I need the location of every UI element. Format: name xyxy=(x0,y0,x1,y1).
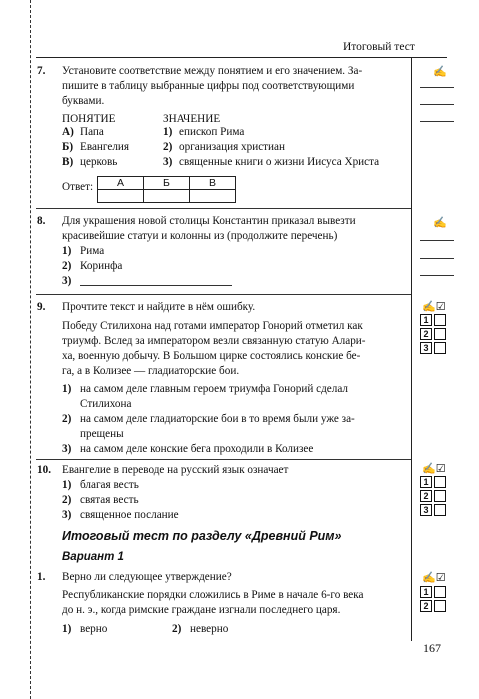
option-text: святая весть xyxy=(80,494,139,506)
pencil-icon: ✍ xyxy=(433,217,447,229)
option-text: Папа xyxy=(80,126,104,138)
answer-checkbox-row[interactable] xyxy=(420,328,446,340)
answer-table-header: В xyxy=(190,177,236,190)
pencil-check-icon: ✍☑ xyxy=(422,301,446,313)
answer-table-header: А xyxy=(98,177,144,190)
option-key: 2) xyxy=(172,623,182,635)
checkbox-number: 2 xyxy=(420,600,432,612)
option-text: на самом деле конские бега проходили в Колизее xyxy=(80,443,314,455)
option-key: 1) xyxy=(62,245,72,257)
option-key: 3) xyxy=(62,509,72,521)
answer-checkbox[interactable] xyxy=(434,600,446,612)
option-text: на самом деле гладиаторские бои в то время были уже за- xyxy=(80,413,355,425)
option-key: А) xyxy=(62,126,74,138)
checkbox-number: 3 xyxy=(420,342,432,354)
passage-line: га, а в Колизее — гладиаторские бои. xyxy=(62,365,240,377)
checkbox-number: 1 xyxy=(420,314,432,326)
question-text: Евангелие в переводе на русский язык означает xyxy=(62,464,289,476)
answer-checkbox-row[interactable] xyxy=(420,504,446,516)
section-title: Итоговый тест по разделу «Древний Рим» xyxy=(62,529,342,543)
answer-checkbox-row[interactable] xyxy=(420,476,446,488)
passage-line: Победу Стилихона над готами император Гонорий отметил как xyxy=(62,320,363,332)
answer-checkbox-row[interactable] xyxy=(420,490,446,502)
checkbox-number: 3 xyxy=(420,504,432,516)
option-text: епископ Рима xyxy=(179,126,245,138)
fill-in-line[interactable] xyxy=(80,285,232,286)
question-text: Прочтите текст и найдите в нём ошибку. xyxy=(62,301,256,313)
option-key: 2) xyxy=(163,141,173,153)
answer-table xyxy=(97,176,236,203)
answer-label: Ответ: xyxy=(62,181,94,193)
option-text: организация христиан xyxy=(179,141,285,153)
answer-checkbox-row[interactable] xyxy=(420,342,446,354)
question-number: 9. xyxy=(37,301,46,313)
question-text: красивейшие статуи и колонны из (продолжите перечень) xyxy=(62,230,338,242)
column-header: ПОНЯТИЕ xyxy=(62,113,116,125)
answer-cell[interactable] xyxy=(190,190,236,203)
cut-line xyxy=(30,0,31,699)
statement-line: Республиканские порядки сложились в Риме в начале 6-го века xyxy=(62,589,364,601)
separator xyxy=(36,294,411,295)
answer-line[interactable] xyxy=(420,258,454,259)
question-number: 7. xyxy=(37,65,46,77)
answer-checkbox[interactable] xyxy=(434,586,446,598)
answer-checkbox-row[interactable] xyxy=(420,314,446,326)
answer-cell[interactable] xyxy=(144,190,190,203)
checkbox-number: 2 xyxy=(420,490,432,502)
answer-line[interactable] xyxy=(420,104,454,105)
separator xyxy=(36,208,411,209)
option-text: Рима xyxy=(80,245,105,257)
option-text: прещены xyxy=(80,428,124,440)
option-key: 1) xyxy=(163,126,173,138)
statement-line: до н. э., когда римские граждане изгнали последнего царя. xyxy=(62,604,341,616)
option-text: Коринфа xyxy=(80,260,123,272)
option-key: 2) xyxy=(62,260,72,272)
variant-title: Вариант 1 xyxy=(62,551,124,563)
answer-line[interactable] xyxy=(420,121,454,122)
option-text: священные книги о жизни Иисуса Христа xyxy=(179,156,380,168)
option-key: 2) xyxy=(62,413,72,425)
option-key: 1) xyxy=(62,383,72,395)
header-rule xyxy=(36,57,447,58)
option-text: неверно xyxy=(190,623,229,635)
column-header: ЗНАЧЕНИЕ xyxy=(163,113,221,125)
option-key: 3) xyxy=(62,275,72,287)
answer-cell[interactable] xyxy=(98,190,144,203)
question-number: 1. xyxy=(37,571,46,583)
answer-checkbox[interactable] xyxy=(434,342,446,354)
margin-divider xyxy=(411,57,412,641)
checkbox-number: 2 xyxy=(420,328,432,340)
option-text: на самом деле главным героем триумфа Гонорий сделал xyxy=(80,383,348,395)
checkbox-number: 1 xyxy=(420,586,432,598)
question-text: пишите в таблицу выбранные цифры под соответствующими xyxy=(62,80,355,92)
option-key: В) xyxy=(62,156,74,168)
option-text: верно xyxy=(80,623,108,635)
option-text: священное послание xyxy=(80,509,179,521)
answer-checkbox[interactable] xyxy=(434,476,446,488)
question-number: 10. xyxy=(37,464,51,476)
answer-line[interactable] xyxy=(420,87,454,88)
checkbox-number: 1 xyxy=(420,476,432,488)
pencil-icon: ✍ xyxy=(433,66,447,78)
header-title: Итоговый тест xyxy=(343,41,415,53)
answer-checkbox[interactable] xyxy=(434,314,446,326)
answer-checkbox[interactable] xyxy=(434,490,446,502)
option-key: 1) xyxy=(62,623,72,635)
question-text: Верно ли следующее утверждение? xyxy=(62,571,232,583)
question-number: 8. xyxy=(37,215,46,227)
option-text: благая весть xyxy=(80,479,139,491)
pencil-check-icon: ✍☑ xyxy=(422,572,446,584)
answer-checkbox-row[interactable] xyxy=(420,600,446,612)
option-text: церковь xyxy=(80,156,118,168)
answer-line[interactable] xyxy=(420,240,454,241)
passage-line: ха, военную добычу. В Большом цирке состоялись конские бе- xyxy=(62,350,361,362)
answer-checkbox-row[interactable] xyxy=(420,586,446,598)
page-number: 167 xyxy=(423,641,441,655)
option-key: 2) xyxy=(62,494,72,506)
question-text: Для украшения новой столицы Константин приказал вывезти xyxy=(62,215,356,227)
option-key: Б) xyxy=(62,141,74,153)
answer-line[interactable] xyxy=(420,275,454,276)
answer-checkbox[interactable] xyxy=(434,504,446,516)
option-text: Стилихона xyxy=(80,398,132,410)
answer-table-header: Б xyxy=(144,177,190,190)
option-text: Евангелия xyxy=(80,141,130,153)
answer-checkbox[interactable] xyxy=(434,328,446,340)
question-text: Установите соответствие между понятием и его значением. За- xyxy=(62,65,363,77)
separator xyxy=(36,459,411,460)
pencil-check-icon: ✍☑ xyxy=(422,463,446,475)
option-key: 1) xyxy=(62,479,72,491)
option-key: 3) xyxy=(163,156,173,168)
question-text: буквами. xyxy=(62,95,105,107)
option-key: 3) xyxy=(62,443,72,455)
passage-line: триумф. Вслед за императором везли связанную статую Алари- xyxy=(62,335,366,347)
